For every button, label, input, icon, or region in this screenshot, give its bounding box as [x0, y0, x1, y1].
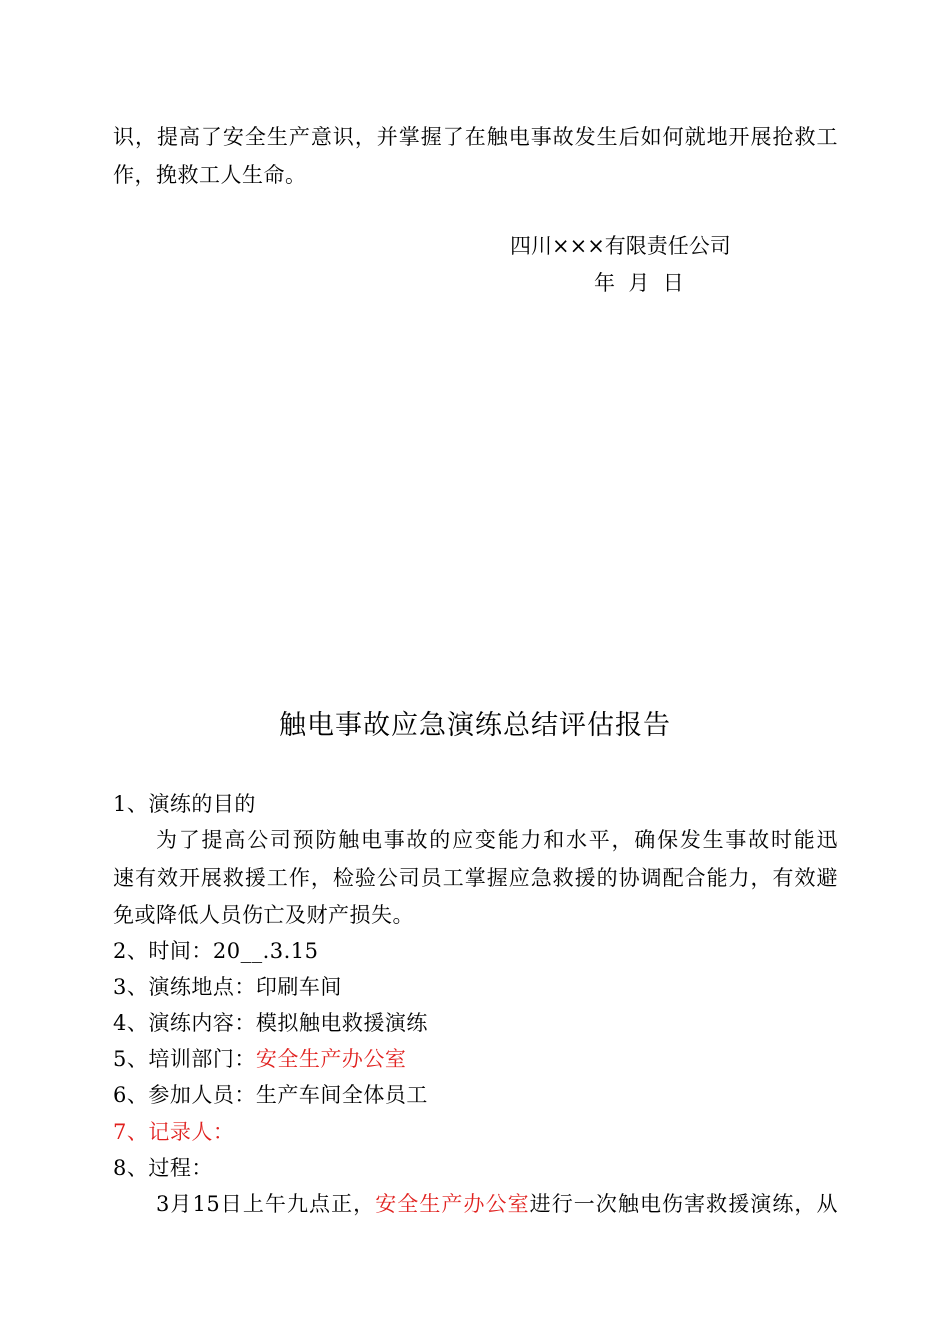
prev-paragraph-line-1: 识，提高了安全生产意识，并掌握了在触电事故发生后如何就地开展抢救工: [113, 125, 838, 149]
process-heading: 8、过程：: [113, 1156, 213, 1180]
participants-item: 6、参加人员：生产车间全体员工: [113, 1083, 428, 1107]
process-text-start: 3月15日上午九点正，: [156, 1192, 376, 1216]
signature-company: 四川×××有限责任公司: [510, 234, 731, 258]
location-item: 3、演练地点：印刷车间: [113, 975, 342, 999]
content-item: 4、演练内容：模拟触电救援演练: [113, 1011, 428, 1035]
purpose-heading: 1、演练的目的: [113, 792, 256, 816]
process-dept: 安全生产办公室: [375, 1192, 530, 1216]
dept-item: [113, 1041, 406, 1077]
report-title: 触电事故应急演练总结评估报告: [279, 710, 671, 741]
signature-date: 年 月 日: [594, 271, 684, 295]
purpose-line-2: 速有效开展救援工作，检验公司员工掌握应急救援的协调配合能力，有效避: [113, 866, 838, 890]
dept-label: 5、培训部门：: [113, 1047, 256, 1071]
dept-value: 安全生产办公室: [255, 1047, 407, 1071]
process-text-end: 进行一次触电伤害救援演练，从: [529, 1192, 838, 1216]
process-line-1: [156, 1186, 838, 1222]
prev-paragraph-line-2: 作，挽救工人生命。: [113, 163, 307, 187]
time-item: 2、时间：20__.3.15: [113, 939, 319, 963]
purpose-line-1: 为了提高公司预防触电事故的应变能力和水平，确保发生事故时能迅: [156, 828, 838, 852]
purpose-line-3: 免或降低人员伤亡及财产损失。: [113, 903, 414, 927]
recorder-item: 7、记录人：: [113, 1120, 235, 1144]
